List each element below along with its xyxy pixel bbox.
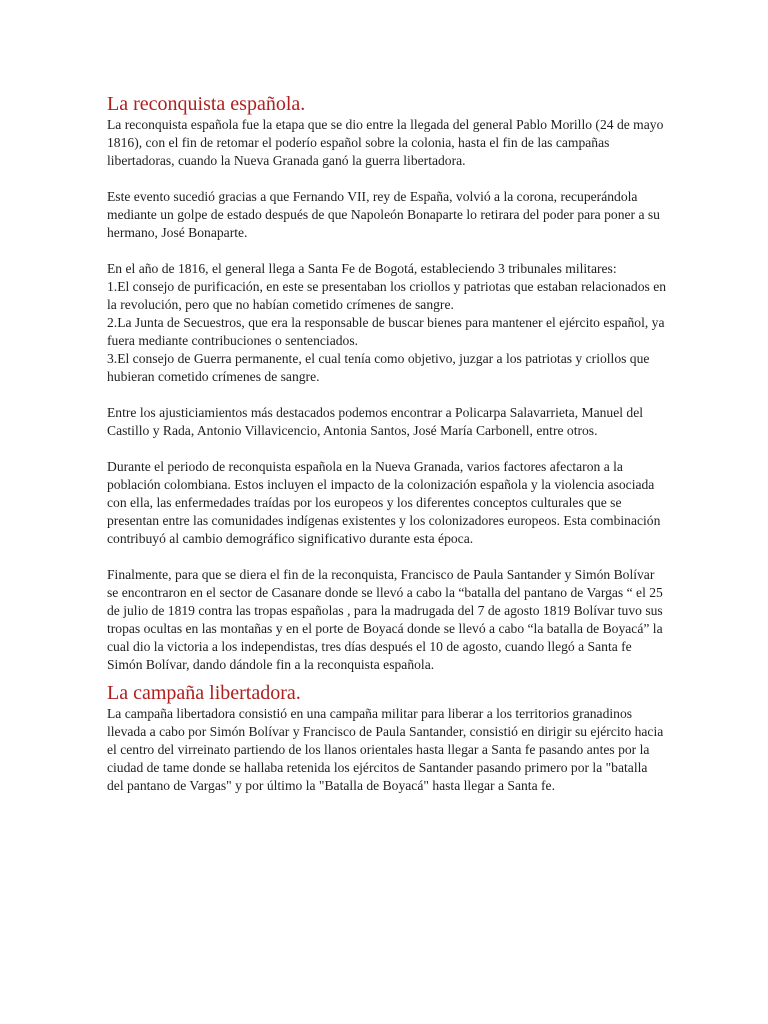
- list-item: 1.El consejo de purificación, en este se presentaban los criollos y patriotas que estaban relacionados en la revolución, pero que no habían cometido crímenes de sangre.: [107, 279, 667, 312]
- paragraph: Durante el periodo de reconquista española en la Nueva Granada, varios factores afectaron a la población colombiana. Estos incluyen el impacto de la colonización española y la violencia asociada con ella, las enfermedades traídas por los europeos y los diferentes conceptos culturales que se presentan entre las comunidades indígenas existentes y los colonizadores europeos. Esta combinación contribuyó al cambio demográfico significativo durante esta época.: [107, 459, 661, 546]
- document-page: [107, 92, 667, 795]
- paragraph-gap: [107, 170, 667, 188]
- paragraph: Este evento sucedió gracias a que Fernando VII, rey de España, volvió a la corona, recuperándola mediante un golpe de estado después de que Napoleón Bonaparte lo retirara del poder para poner a su hermano, José Bonaparte.: [107, 189, 660, 240]
- paragraph: La campaña libertadora consistió en una campaña militar para liberar a los territorios granadinos llevada a cabo por Simón Bolívar y Francisco de Paula Santander, consistió en dirigir su ejército hacia el centro del virreinato partiendo de los llanos orientales hasta llegar a Santa fe pasando antes por la ciudad de tame donde se hallaba retenida los ejércitos de Santander pasando primero por la "batalla del pantano de Vargas" y por último la "Batalla de Boyacá" hasta llegar a Santa fe.: [107, 706, 664, 793]
- paragraph-gap: [107, 242, 667, 260]
- paragraph: La reconquista española fue la etapa que se dio entre la llegada del general Pablo Morillo (24 de mayo 1816), con el fin de retomar el poderío español sobre la colonia, hasta el fin de las campañas libertadoras, cuando la Nueva Granada ganó la guerra libertadora.: [107, 117, 664, 168]
- paragraph: Finalmente, para que se diera el fin de la reconquista, Francisco de Paula Santander y Simón Bolívar se encontraron en el sector de Casanare donde se llevó a cabo la “batalla del pantano de Vargas “ el 25 de julio de 1819 contra las tropas españolas , para la madrugada del 7 de agosto 1819 Bolívar tuvo sus tropas ocultas en las montañas y en el porte de Boyacá donde se llevó a cabo “la batalla de Boyacá” la cual dio la victoria a los independistas, tres días después el 10 de agosto, cuando llegó a Santa fe Simón Bolívar, dando dándole fin a la reconquista española.: [107, 567, 663, 672]
- paragraph: Entre los ajusticiamientos más destacados podemos encontrar a Policarpa Salavarrieta, Manuel del Castillo y Rada, Antonio Villavicencio, Antonia Santos, José María Carbonell, entre otros.: [107, 405, 644, 438]
- section-title-reconquista: La reconquista española.: [107, 93, 306, 115]
- paragraph-gap: [107, 440, 667, 458]
- paragraph-gap: [107, 548, 667, 566]
- section-title-campana: La campaña libertadora.: [107, 682, 301, 704]
- list-item: 2.La Junta de Secuestros, que era la responsable de buscar bienes para mantener el ejército español, ya fuera mediante contribuciones o sentenciados.: [107, 315, 665, 348]
- list-item: 3.El consejo de Guerra permanente, el cual tenía como objetivo, juzgar a los patriotas y criollos que hubieran cometido crímenes de sangre.: [107, 351, 650, 384]
- paragraph-gap: [107, 386, 667, 404]
- paragraph: En el año de 1816, el general llega a Santa Fe de Bogotá, estableciendo 3 tribunales militares:: [107, 261, 617, 276]
